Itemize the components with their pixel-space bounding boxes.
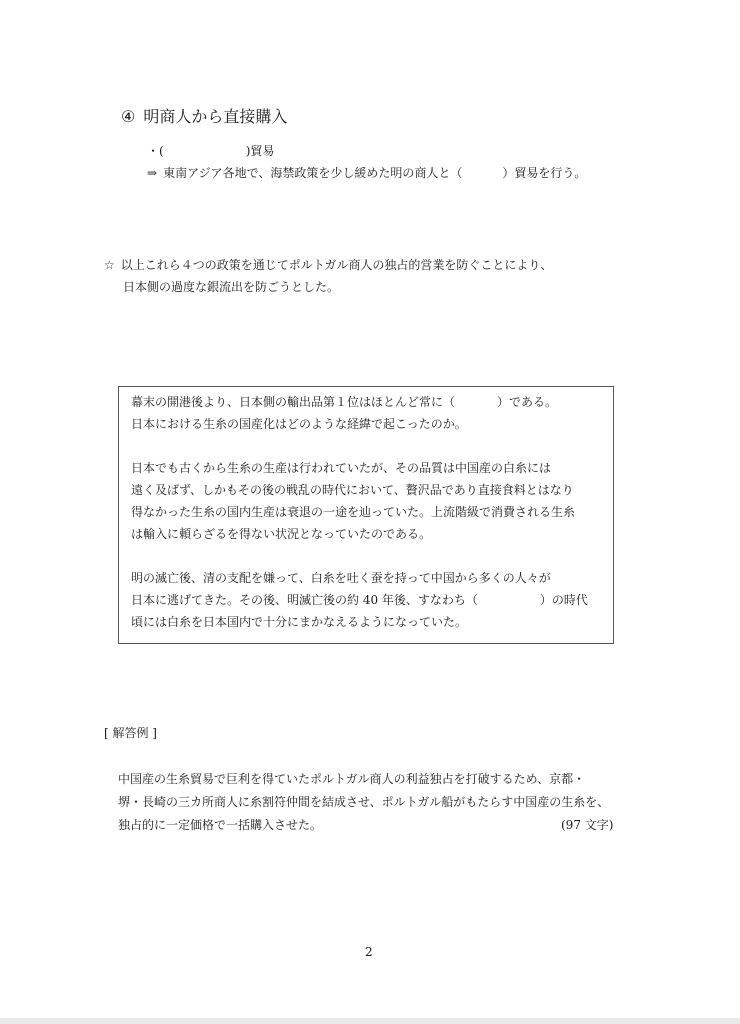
character-count: (97 文字): [561, 818, 614, 832]
summary-line-1: [104, 256, 552, 274]
section-number: ④: [121, 107, 136, 126]
box-line-1-after: ）である。: [497, 395, 558, 409]
page-bottom-edge: [0, 1018, 740, 1024]
box-line-7: 明の滅亡後、清の支配を嫌って、白糸を吐く蚕を持って中国から多くの人々が: [131, 571, 551, 585]
box-line-1: [131, 393, 557, 411]
arrow-text-after: ）貿易を行う。: [502, 166, 587, 180]
box-line-5: 得なかった生糸の国内生産は衰退の一途を辿っていた。上流階級で消費される生糸: [131, 505, 576, 519]
box-line-8: [131, 591, 588, 609]
trade-fill-in-line: [147, 142, 274, 160]
box-line-3: 日本でも古くから生糸の生産は行われていたが、その品質は中国産の白糸には: [131, 461, 552, 475]
summary-line-2: 日本側の過度な銀流出を防ごうとした。: [123, 280, 340, 294]
question-box: [118, 386, 614, 644]
box-line-1-before: 幕末の開港後より、日本側の輸出品第１位はほとんど常に（: [131, 395, 456, 409]
box-line-2: 日本における生糸の国産化はどのような経緯で起こったのか。: [131, 417, 467, 431]
arrow-explanation-line: [147, 164, 586, 182]
box-line-4: 遠く及ばず、しかもその後の戦乱の時代において、贅沢品であり直接食料とはなり: [131, 483, 574, 497]
box-line-9: 頃には白糸を日本国内で十分にまかなえるようになっていた。: [131, 615, 468, 629]
box-line-6: は輸入に頼らざるを得ない状況となっていたのである。: [131, 527, 432, 541]
box-line-8-before: 日本に逃げてきた。その後、明滅亡後の約 40 年後、すなわち（: [131, 593, 478, 607]
star-icon: ☆: [104, 258, 115, 272]
section-heading-text: 明商人から直接購入: [143, 107, 288, 126]
trade-close: )貿易: [245, 144, 275, 158]
answer-line-2: 堺・長崎の三カ所商人に糸割符仲間を結成させ、ポルトガル船がもたらす中国産の生糸を、: [118, 795, 610, 809]
box-line-8-after: ）の時代: [539, 593, 588, 607]
section-4-heading: [121, 105, 287, 129]
answer-line-3: 独占的に一定価格で一括購入させた。: [118, 818, 323, 832]
answer-line-1: 中国産の生糸貿易で巨利を得ていたポルトガル商人の利益独占を打破するため、京都・: [118, 772, 586, 786]
trade-bullet: ・(: [147, 144, 164, 158]
page-number: 2: [365, 945, 373, 959]
arrow-text-before: 東南アジア各地で、海禁政策を少し緩めた明の商人と（: [163, 166, 463, 180]
arrow-symbol: ⇒: [147, 166, 158, 180]
summary-text-1: 以上これら４つの政策を通じてポルトガル商人の独占的営業を防ぐことにより、: [120, 258, 553, 272]
answer-example-label: [ 解答例 ]: [104, 726, 157, 740]
